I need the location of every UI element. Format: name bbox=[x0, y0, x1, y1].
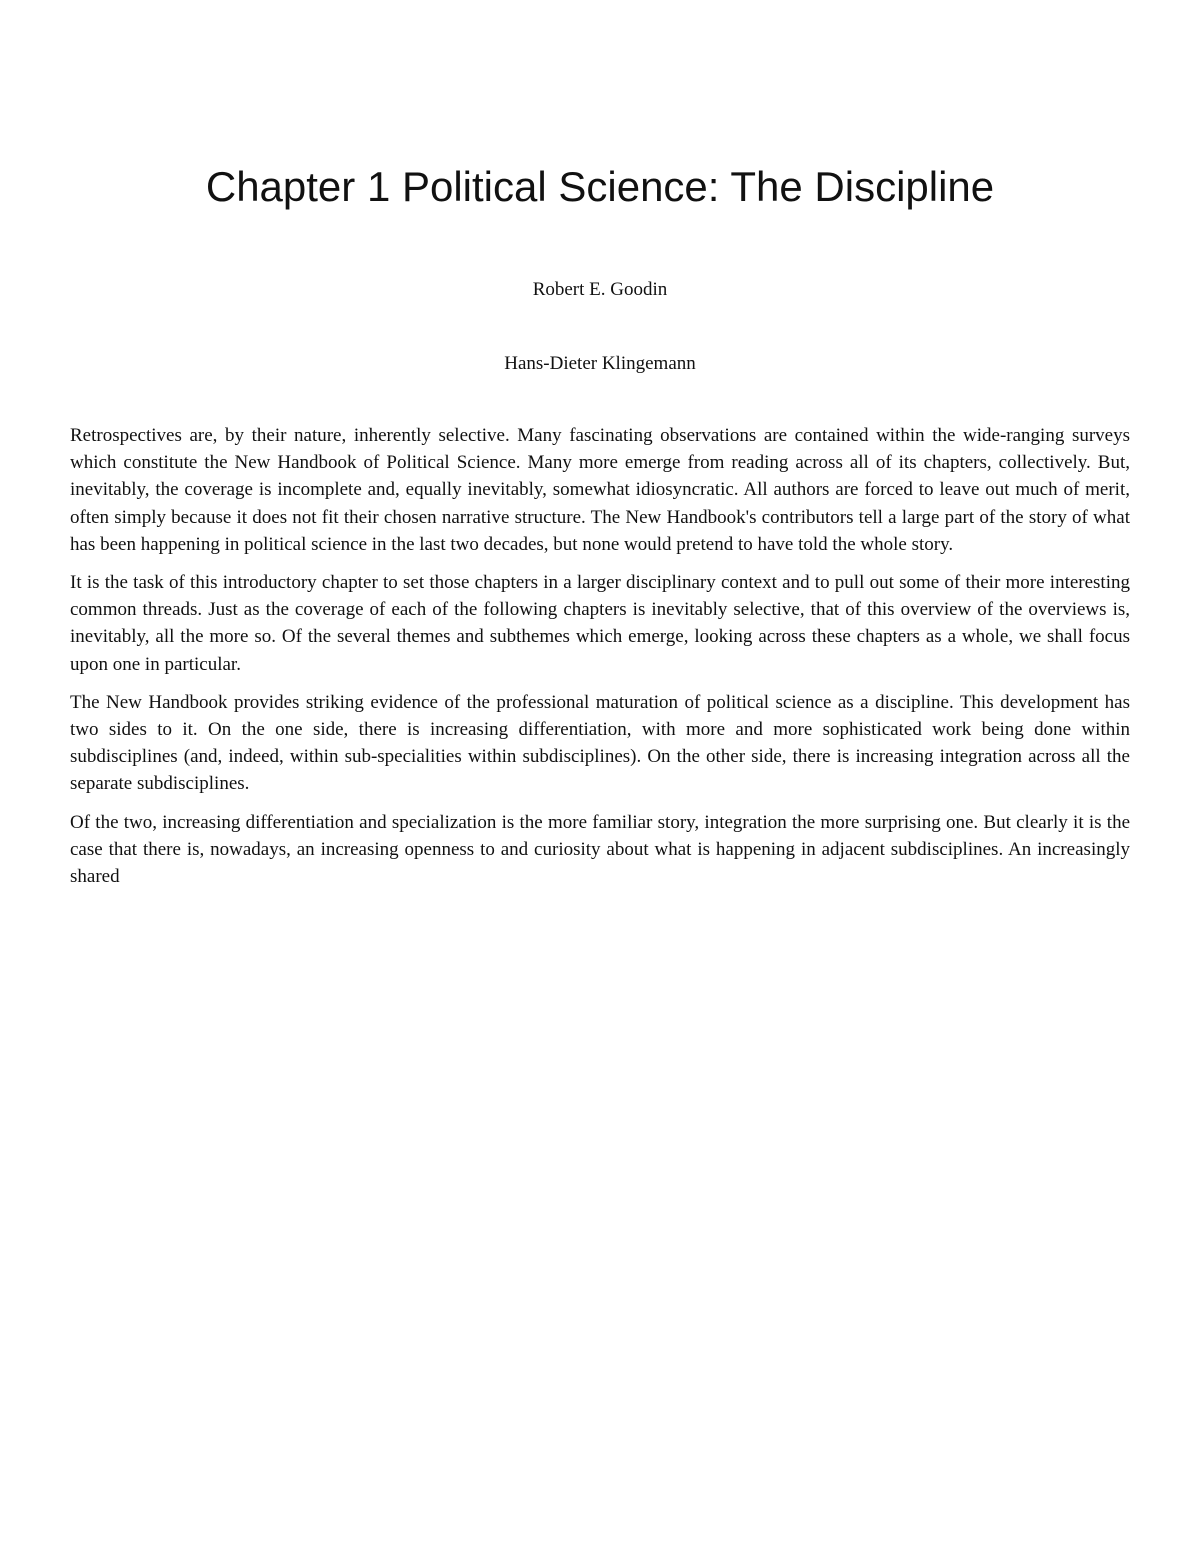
author-name: Robert E. Goodin bbox=[532, 279, 668, 300]
body-text bbox=[70, 422, 1130, 901]
paragraph: Of the two, increasing differentiation and specialization is the more familiar story, integration the more surprising one. But clearly it is the case that there is, nowadays, an increasing openness to and curiosity about what is happening in adjacent subdisciplines. An increasingly shared bbox=[70, 811, 1130, 888]
paragraph: Retrospectives are, by their nature, inherently selective. Many fascinating observations are contained within the wide-ranging surveys which constitute the New Handbook of Political Science. Many more emerge from reading across all of its chapters, collectively. But, inevitably, the coverage is incomplete and, equally inevitably, somewhat idiosyncratic. All authors are forced to leave out much of merit, often simply because it does not fit their chosen narrative structure. The New Handbook's contributors tell a large part of the story of what has been happening in political science in the last two decades, but none would pretend to have told the whole story. bbox=[70, 425, 1130, 555]
paragraph: The New Handbook provides striking evidence of the professional maturation of political science as a discipline. This development has two sides to it. On the one side, there is increasing differentiation, with more and more sophisticated work being done within subdisciplines (and, indeed, within sub-specialities within subdisciplines). On the other side, there is increasing integration across all the separate subdisciplines. bbox=[70, 691, 1130, 795]
chapter-title: Chapter 1 Political Science: The Discipline bbox=[205, 163, 995, 210]
author-name: Hans-Dieter Klingemann bbox=[504, 353, 696, 374]
paragraph: It is the task of this introductory chapter to set those chapters in a larger disciplinary context and to pull out some of their more interesting common threads. Just as the coverage of each of the following chapters is inevitably selective, that of this overview of the overviews is, inevitably, all the more so. Of the several themes and subthemes which emerge, looking across these chapters as a whole, we shall focus upon one in particular. bbox=[70, 572, 1130, 675]
